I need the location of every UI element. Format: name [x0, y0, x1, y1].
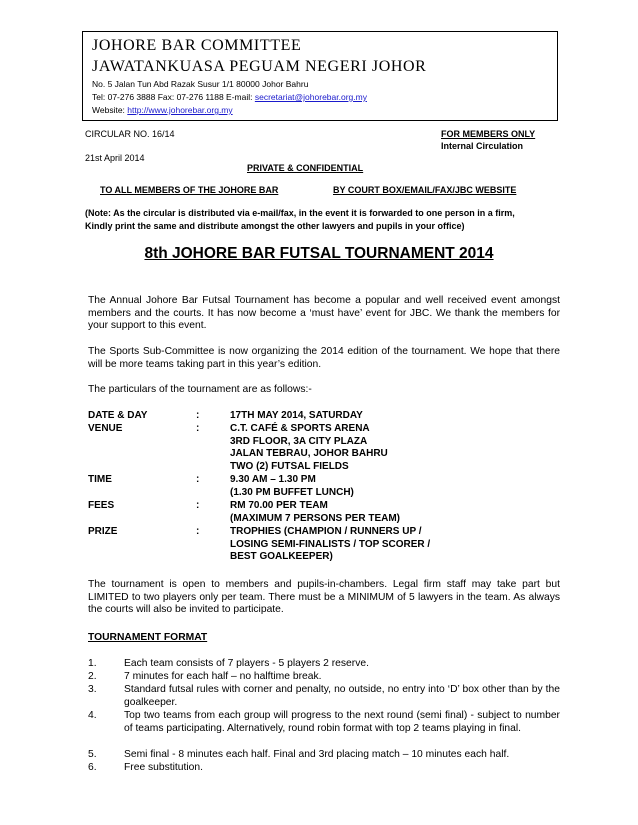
format-item-number: 4.	[88, 710, 97, 721]
eligibility-paragraph: The tournament is open to members and pupils-in-chambers. Legal firm staff may take part but LIMITED to two players only per team. There must be a MINIMUM of 5 lawyers in the team. As always the courts will also be invited to participate.	[88, 579, 560, 615]
particular-value: JALAN TEBRAU, JOHOR BAHRU	[230, 448, 388, 459]
format-item	[88, 762, 560, 775]
website-label: Website:	[92, 105, 128, 115]
format-item-number: 2.	[88, 671, 97, 682]
format-item	[88, 749, 560, 762]
particular-key: PRIZE	[88, 526, 118, 537]
website-link[interactable]: http://www.johorebar.org.my	[127, 105, 233, 115]
particular-key: FEES	[88, 500, 115, 511]
format-title: TOURNAMENT FORMAT	[88, 632, 208, 643]
to-all-members-label: TO ALL MEMBERS OF THE JOHORE BAR	[100, 185, 279, 195]
particular-value: (1.30 PM BUFFET LUNCH)	[230, 486, 354, 498]
email-link[interactable]: secretariat@johorebar.org.my	[254, 92, 367, 102]
particular-value: RM 70.00 PER TEAM	[230, 500, 328, 511]
format-item	[88, 710, 560, 735]
particular-value: C.T. CAFÉ & SPORTS ARENA	[230, 423, 370, 434]
private-confidential-label: PRIVATE & CONFIDENTIAL	[247, 163, 364, 173]
letterhead-address: No. 5 Jalan Tun Abd Razak Susur 1/1 80000 Johor Bahru	[92, 79, 309, 89]
particular-colon: :	[196, 423, 200, 434]
particular-value: (MAXIMUM 7 PERSONS PER TEAM)	[230, 512, 401, 524]
letterhead-title-english: JOHORE BAR COMMITTEE	[92, 37, 302, 54]
particular-value: 17TH MAY 2014, SATURDAY	[230, 410, 363, 421]
tournament-heading: 8th JOHORE BAR FUTSAL TOURNAMENT 2014	[144, 245, 494, 262]
letterhead-contact	[92, 92, 367, 102]
format-item-text: Free substitution.	[124, 762, 203, 773]
distribution-method-label: BY COURT BOX/EMAIL/FAX/JBC WEBSITE	[333, 185, 517, 195]
particular-value: BEST GOALKEEPER)	[230, 551, 333, 562]
intro-paragraph: The Annual Johore Bar Futsal Tournament has become a popular and well received event amongst members and the courts. It has now become a ‘must have’ event for JBC. We thank the members for your support to this event.	[88, 295, 560, 331]
particular-key: TIME	[88, 474, 112, 485]
particular-key: DATE & DAY	[88, 410, 148, 421]
format-item-text: 7 minutes for each half – no halftime break.	[124, 671, 322, 682]
letterhead-box	[82, 31, 558, 121]
format-item-text: Standard futsal rules with corner and penalty, no outside, no entry into ‘D’ box other than by the goalkeeper.	[124, 684, 560, 708]
particular-value: TWO (2) FUTSAL FIELDS	[230, 460, 349, 472]
note-line-1: (Note: As the circular is distributed via e-mail/fax, in the event it is forwarded to one person in a firm,	[85, 208, 515, 218]
circular-date: 21st April 2014	[85, 153, 145, 163]
contact-text: Tel: 07-276 3888 Fax: 07-276 1188 E-mail:	[92, 92, 255, 102]
members-only-label: FOR MEMBERS ONLY	[441, 129, 536, 139]
particular-time-row	[88, 474, 558, 499]
particulars-intro: The particulars of the tournament are as follows:-	[88, 384, 312, 395]
particular-value: 3RD FLOOR, 3A CITY PLAZA	[230, 435, 368, 447]
particular-value: 9.30 AM – 1.30 PM	[230, 474, 316, 485]
particular-colon: :	[196, 474, 200, 485]
format-item-number: 5.	[88, 749, 97, 760]
format-item-text: Top two teams from each group will progress to the next round (semi final) - subject to number of teams participating. Alternatively, round robin format with top 2 teams playing in final.	[124, 710, 560, 734]
circular-number: CIRCULAR NO. 16/14	[85, 129, 175, 139]
particular-colon: :	[196, 410, 200, 421]
particular-colon: :	[196, 526, 200, 537]
particular-venue-row	[88, 423, 558, 473]
particular-fees-row	[88, 500, 558, 525]
note-line-2: Kindly print the same and distribute amongst the other lawyers and pupils in your office)	[85, 221, 465, 231]
format-item-text: Semi final - 8 minutes each half. Final and 3rd placing match – 10 minutes each half.	[124, 749, 510, 760]
letterhead-website	[92, 105, 233, 115]
format-item-number: 3.	[88, 684, 97, 695]
format-item	[88, 684, 560, 709]
particular-value: LOSING SEMI-FINALISTS / TOP SCORER /	[230, 538, 431, 550]
letterhead-title-malay: JAWATANKUASA PEGUAM NEGERI JOHOR	[92, 58, 427, 75]
particular-key: VENUE	[88, 423, 123, 434]
particular-colon: :	[196, 500, 200, 511]
format-item-number: 6.	[88, 762, 97, 773]
format-item-number: 1.	[88, 658, 97, 669]
particular-value: TROPHIES (CHAMPION / RUNNERS UP /	[230, 526, 422, 537]
particular-prize-row	[88, 526, 558, 564]
format-item	[88, 658, 560, 671]
organizing-paragraph: The Sports Sub-Committee is now organizing the 2014 edition of the tournament. We hope that there will be more teams taking part in this year’s edition.	[88, 346, 560, 370]
format-item	[88, 671, 560, 684]
internal-circulation-label: Internal Circulation	[441, 141, 524, 151]
format-item-text: Each team consists of 7 players - 5 players 2 reserve.	[124, 658, 369, 669]
